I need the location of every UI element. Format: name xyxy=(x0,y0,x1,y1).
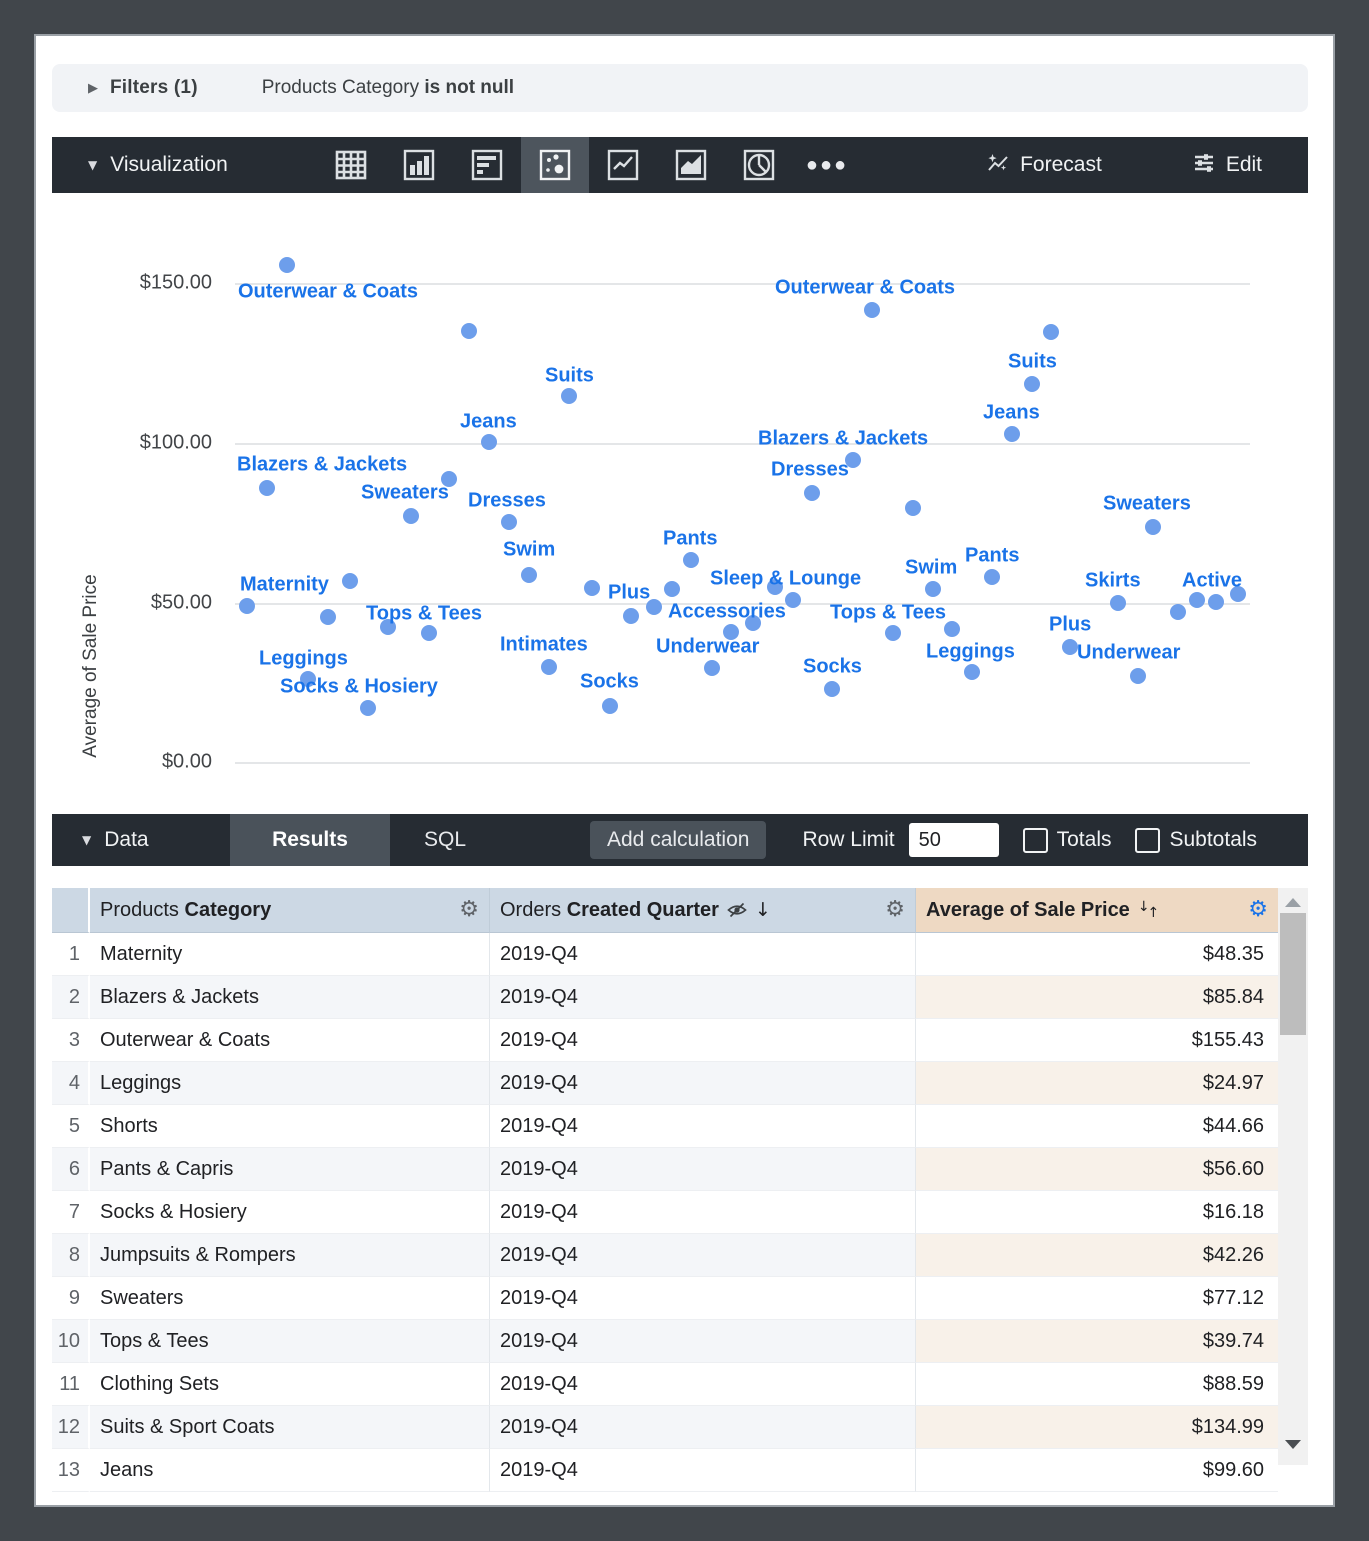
point-label: Plus xyxy=(1049,613,1092,636)
table-body xyxy=(52,933,1278,1492)
table-scrollbar[interactable] xyxy=(1278,888,1308,1465)
scatter-point[interactable] xyxy=(461,323,477,339)
line-chart-icon[interactable] xyxy=(589,137,657,193)
y-axis-tick-label: $50.00 xyxy=(150,591,212,614)
edit-label: Edit xyxy=(1225,153,1262,176)
scatter-point[interactable] xyxy=(1189,592,1205,608)
products-category-cell[interactable]: Blazers & Jackets xyxy=(90,976,490,1019)
gridline xyxy=(235,443,1250,445)
scatter-point[interactable] xyxy=(824,681,840,697)
scrollbar-up-arrow-icon[interactable] xyxy=(1285,898,1301,907)
totals-toggle[interactable] xyxy=(1023,828,1112,853)
subtotals-toggle[interactable] xyxy=(1135,828,1257,853)
orders-created-quarter-cell[interactable]: 2019-Q4 xyxy=(490,1277,916,1320)
totals-checkbox[interactable] xyxy=(1023,828,1048,853)
scatter-chart-icon[interactable] xyxy=(521,137,589,193)
products-category-cell[interactable]: Clothing Sets xyxy=(90,1363,490,1406)
point-label: Sleep & Lounge xyxy=(710,567,862,590)
point-label: Socks & Hosiery xyxy=(280,675,438,698)
point-label: Sweaters xyxy=(361,481,449,504)
column-gear-icon[interactable]: ⚙ xyxy=(459,897,479,922)
scatter-point[interactable] xyxy=(1208,594,1224,610)
scatter-point[interactable] xyxy=(864,302,880,318)
data-label: Data xyxy=(104,828,149,851)
scatter-point[interactable] xyxy=(683,552,699,568)
products-category-cell[interactable]: Jeans xyxy=(90,1449,490,1492)
point-label: Pants xyxy=(663,527,718,550)
visualization-collapse-caret-icon[interactable]: ▼ xyxy=(88,158,98,172)
products-category-cell[interactable]: Leggings xyxy=(90,1062,490,1105)
point-label: Dresses xyxy=(771,458,849,481)
products-category-cell[interactable]: Jumpsuits & Rompers xyxy=(90,1234,490,1277)
filter-condition-operator: is not null xyxy=(424,77,515,98)
point-label: Intimates xyxy=(500,633,588,656)
edit-tune-icon xyxy=(1192,151,1216,180)
forecast-button[interactable] xyxy=(986,151,1102,180)
table-row xyxy=(52,976,1278,1019)
point-label: Suits xyxy=(545,364,594,387)
products-category-cell[interactable]: Tops & Tees xyxy=(90,1320,490,1363)
point-label: Swim xyxy=(905,556,958,579)
table-row xyxy=(52,1191,1278,1234)
table-header-row xyxy=(52,888,1278,933)
header-bold: Category xyxy=(184,898,272,921)
point-label: Tops & Tees xyxy=(830,601,946,624)
point-label: Blazers & Jackets xyxy=(237,453,408,476)
more-chart-types-icon[interactable]: ●●● xyxy=(805,153,849,176)
row-number-cell[interactable]: 4 xyxy=(52,1062,90,1105)
scatter-point[interactable] xyxy=(360,700,376,716)
results-table xyxy=(52,888,1278,1492)
scatter-point[interactable] xyxy=(403,508,419,524)
scatter-point[interactable] xyxy=(481,434,497,450)
sort-descending-arrow-icon: ↓ xyxy=(754,899,771,921)
bar-chart-icon[interactable] xyxy=(385,137,453,193)
row-number-cell[interactable]: 5 xyxy=(52,1105,90,1148)
scatter-point[interactable] xyxy=(1145,519,1161,535)
scatter-point[interactable] xyxy=(1024,376,1040,392)
horizontal-bar-chart-icon[interactable] xyxy=(453,137,521,193)
scatter-point[interactable] xyxy=(421,625,437,641)
gridline xyxy=(235,762,1250,764)
filter-condition-field: Products Category xyxy=(261,77,420,98)
table-row xyxy=(52,1062,1278,1105)
data-section-toggle[interactable] xyxy=(82,828,212,852)
point-label: Socks xyxy=(580,670,639,693)
table-row xyxy=(52,1406,1278,1449)
point-label: Swim xyxy=(503,538,556,561)
table-row xyxy=(52,1277,1278,1320)
visualization-actions xyxy=(986,151,1262,180)
scatter-point[interactable] xyxy=(259,480,275,496)
y-axis-tick-label: $100.00 xyxy=(139,431,212,454)
orders-created-quarter-cell[interactable]: 2019-Q4 xyxy=(490,1019,916,1062)
scatter-point[interactable] xyxy=(602,698,618,714)
point-label: Accessories xyxy=(668,600,786,623)
table-chart-icon[interactable] xyxy=(317,137,385,193)
scatter-point[interactable] xyxy=(501,514,517,530)
orders-created-quarter-cell[interactable]: 2019-Q4 xyxy=(490,1363,916,1406)
table-row xyxy=(52,1320,1278,1363)
scatter-point[interactable] xyxy=(320,609,336,625)
scatter-point[interactable] xyxy=(804,485,820,501)
average-of-sale-price-cell[interactable]: $44.66 xyxy=(916,1105,1278,1148)
scatter-point[interactable] xyxy=(704,660,720,676)
header-prefix: Products xyxy=(100,898,179,921)
visualization-section-toggle[interactable] xyxy=(88,153,300,177)
row-number-cell[interactable]: 8 xyxy=(52,1234,90,1277)
scatter-point[interactable] xyxy=(1062,639,1078,655)
scatter-point[interactable] xyxy=(521,567,537,583)
orders-created-quarter-cell[interactable]: 2019-Q4 xyxy=(490,933,916,976)
visualization-toolbar xyxy=(52,137,1308,193)
orders-created-quarter-cell[interactable]: 2019-Q4 xyxy=(490,1191,916,1234)
scatter-point[interactable] xyxy=(561,388,577,404)
average-of-sale-price-cell[interactable]: $85.84 xyxy=(916,976,1278,1019)
products-category-cell[interactable]: Suits & Sport Coats xyxy=(90,1406,490,1449)
point-label: Maternity xyxy=(240,573,329,596)
explore-page xyxy=(36,36,1333,1505)
scatter-point[interactable] xyxy=(984,569,1000,585)
tab-sql[interactable]: SQL xyxy=(423,828,467,851)
header-prefix: Orders xyxy=(500,898,562,921)
orders-created-quarter-header[interactable] xyxy=(490,888,916,933)
orders-created-quarter-cell[interactable]: 2019-Q4 xyxy=(490,1105,916,1148)
tab-results[interactable]: Results xyxy=(230,814,390,866)
average-of-sale-price-cell[interactable]: $77.12 xyxy=(916,1277,1278,1320)
point-label: Blazers & Jackets xyxy=(758,427,929,450)
pie-chart-icon[interactable] xyxy=(725,137,793,193)
visualization-label: Visualization xyxy=(110,153,228,176)
table-row xyxy=(52,1148,1278,1191)
scatter-point[interactable] xyxy=(944,621,960,637)
scatter-point[interactable] xyxy=(1130,668,1146,684)
y-axis-tick-label: $0.00 xyxy=(161,750,212,773)
row-number-header xyxy=(52,888,90,933)
scatter-point[interactable] xyxy=(623,608,639,624)
orders-created-quarter-cell[interactable]: 2019-Q4 xyxy=(490,976,916,1019)
row-number-cell[interactable]: 9 xyxy=(52,1277,90,1320)
scatter-point[interactable] xyxy=(342,573,358,589)
filters-expand-caret-icon[interactable]: ▶ xyxy=(88,80,98,96)
header-bold: Average of Sale Price xyxy=(926,898,1130,921)
scatter-point[interactable] xyxy=(1170,604,1186,620)
totals-label: Totals xyxy=(1056,828,1112,851)
scatter-point[interactable] xyxy=(664,581,680,597)
average-of-sale-price-cell[interactable]: $88.59 xyxy=(916,1363,1278,1406)
scrollbar-down-arrow-icon[interactable] xyxy=(1285,1440,1301,1449)
point-label: Plus xyxy=(608,581,651,604)
filter-condition xyxy=(262,77,514,99)
eye-slash-icon xyxy=(727,902,747,918)
data-collapse-caret-icon[interactable]: ▼ xyxy=(82,833,92,847)
point-label: Dresses xyxy=(468,489,546,512)
scatter-point[interactable] xyxy=(279,257,295,273)
point-label: Outerwear & Coats xyxy=(238,280,419,303)
products-category-cell[interactable]: Socks & Hosiery xyxy=(90,1191,490,1234)
point-label: Tops & Tees xyxy=(366,602,482,625)
average-of-sale-price-cell[interactable]: $134.99 xyxy=(916,1406,1278,1449)
point-label: Underwear xyxy=(656,635,760,658)
orders-created-quarter-cell[interactable]: 2019-Q4 xyxy=(490,1449,916,1492)
scatter-chart xyxy=(36,196,1333,811)
products-category-cell[interactable]: Sweaters xyxy=(90,1277,490,1320)
row-number-cell[interactable]: 2 xyxy=(52,976,90,1019)
filters-bar[interactable] xyxy=(52,64,1308,112)
scatter-point[interactable] xyxy=(239,598,255,614)
row-number-cell[interactable]: 13 xyxy=(52,1449,90,1492)
row-limit-input[interactable] xyxy=(909,823,999,857)
scatter-point[interactable] xyxy=(925,581,941,597)
orders-created-quarter-cell[interactable]: 2019-Q4 xyxy=(490,1406,916,1449)
column-gear-icon[interactable]: ⚙ xyxy=(885,897,905,922)
row-number-cell[interactable]: 11 xyxy=(52,1363,90,1406)
orders-created-quarter-cell[interactable]: 2019-Q4 xyxy=(490,1062,916,1105)
row-number-cell[interactable]: 1 xyxy=(52,933,90,976)
scatter-point[interactable] xyxy=(785,592,801,608)
point-label: Active xyxy=(1182,569,1243,592)
orders-created-quarter-cell[interactable]: 2019-Q4 xyxy=(490,1234,916,1277)
point-label: Suits xyxy=(1008,350,1057,373)
area-chart-icon[interactable] xyxy=(657,137,725,193)
point-label: Leggings xyxy=(926,640,1015,663)
forecast-label: Forecast xyxy=(1020,153,1102,176)
average-of-sale-price-cell[interactable]: $42.26 xyxy=(916,1234,1278,1277)
table-row xyxy=(52,1449,1278,1492)
products-category-cell[interactable]: Pants & Capris xyxy=(90,1148,490,1191)
average-of-sale-price-cell[interactable]: $48.35 xyxy=(916,933,1278,976)
sort-arrows-icon: ↓↑ xyxy=(1137,899,1160,921)
point-label: Jeans xyxy=(983,401,1040,424)
row-number-cell[interactable]: 12 xyxy=(52,1406,90,1449)
subtotals-checkbox[interactable] xyxy=(1135,828,1160,853)
row-number-cell[interactable]: 7 xyxy=(52,1191,90,1234)
scatter-point[interactable] xyxy=(1043,324,1059,340)
table-row xyxy=(52,1105,1278,1148)
point-label: Skirts xyxy=(1085,569,1141,592)
scrollbar-thumb[interactable] xyxy=(1280,913,1306,1035)
point-label: Underwear xyxy=(1077,641,1181,664)
average-of-sale-price-cell[interactable]: $16.18 xyxy=(916,1191,1278,1234)
data-toolbar xyxy=(52,814,1308,866)
y-axis-tick-label: $150.00 xyxy=(139,271,212,294)
scatter-point[interactable] xyxy=(584,580,600,596)
products-category-cell[interactable]: Outerwear & Coats xyxy=(90,1019,490,1062)
average-of-sale-price-cell[interactable]: $99.60 xyxy=(916,1449,1278,1492)
point-label: Pants xyxy=(965,544,1020,567)
orders-created-quarter-cell[interactable]: 2019-Q4 xyxy=(490,1148,916,1191)
chart-type-strip xyxy=(317,137,861,193)
average-of-sale-price-cell[interactable]: $56.60 xyxy=(916,1148,1278,1191)
filters-toggle-label[interactable]: Filters (1) xyxy=(110,77,198,98)
table-row xyxy=(52,1234,1278,1277)
subtotals-label: Subtotals xyxy=(1169,828,1258,851)
point-label: Jeans xyxy=(460,410,517,433)
average-of-sale-price-header[interactable] xyxy=(916,888,1278,933)
scatter-point[interactable] xyxy=(905,500,921,516)
point-label: Outerwear & Coats xyxy=(775,276,956,299)
add-calculation-button[interactable]: Add calculation xyxy=(590,821,766,859)
forecast-sparkle-icon xyxy=(986,151,1010,180)
y-axis-title: Average of Sale Price xyxy=(80,574,101,758)
scatter-point[interactable] xyxy=(885,625,901,641)
point-label: Leggings xyxy=(259,647,348,670)
average-of-sale-price-cell[interactable]: $24.97 xyxy=(916,1062,1278,1105)
row-number-cell[interactable]: 3 xyxy=(52,1019,90,1062)
average-of-sale-price-cell[interactable]: $39.74 xyxy=(916,1320,1278,1363)
table-row xyxy=(52,1019,1278,1062)
scatter-point[interactable] xyxy=(1004,426,1020,442)
row-number-cell[interactable]: 10 xyxy=(52,1320,90,1363)
row-limit-label: Row Limit xyxy=(802,828,895,851)
scatter-point[interactable] xyxy=(1110,595,1126,611)
orders-created-quarter-cell[interactable]: 2019-Q4 xyxy=(490,1320,916,1363)
scatter-point[interactable] xyxy=(541,659,557,675)
table-row xyxy=(52,933,1278,976)
edit-button[interactable] xyxy=(1192,151,1262,180)
column-gear-icon[interactable]: ⚙ xyxy=(1248,897,1268,922)
products-category-cell[interactable]: Shorts xyxy=(90,1105,490,1148)
header-bold: Created Quarter xyxy=(566,898,719,921)
average-of-sale-price-cell[interactable]: $155.43 xyxy=(916,1019,1278,1062)
point-label: Sweaters xyxy=(1103,492,1191,515)
scatter-point[interactable] xyxy=(964,664,980,680)
row-number-cell[interactable]: 6 xyxy=(52,1148,90,1191)
products-category-cell[interactable]: Maternity xyxy=(90,933,490,976)
point-label: Socks xyxy=(803,655,862,678)
products-category-header[interactable] xyxy=(90,888,490,933)
table-row xyxy=(52,1363,1278,1406)
